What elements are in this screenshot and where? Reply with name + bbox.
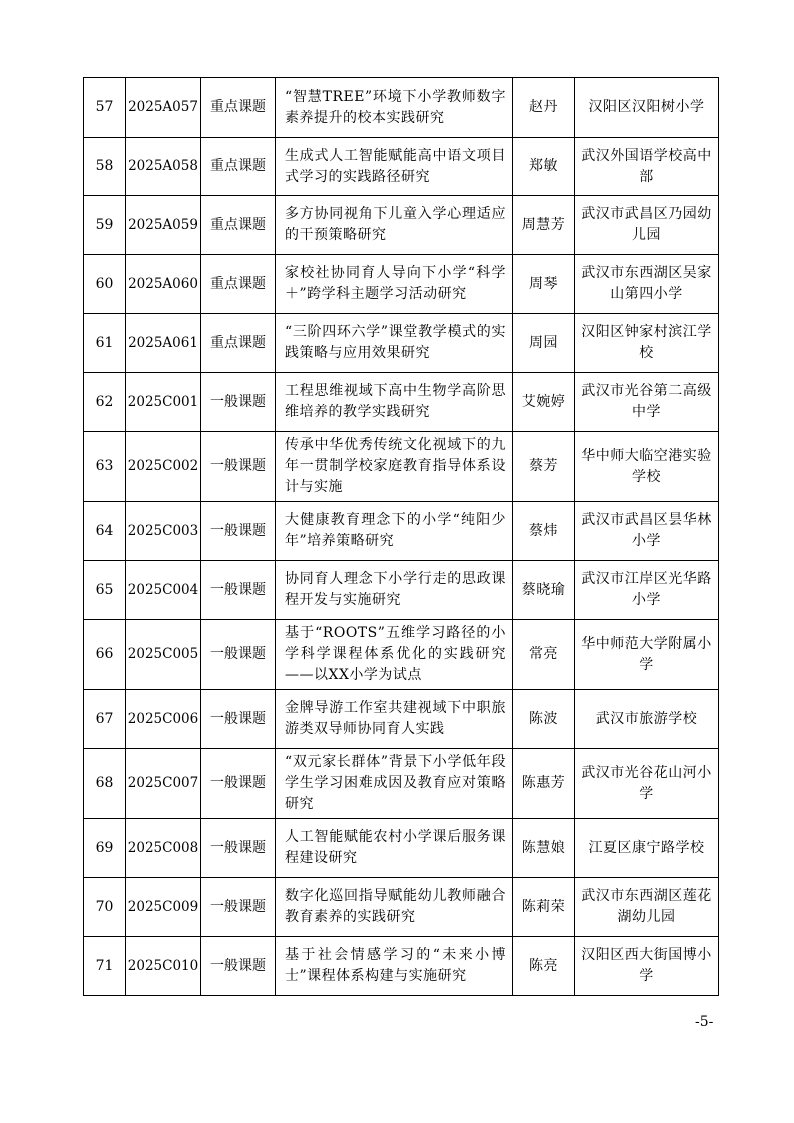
- table-row: [84, 620, 719, 690]
- project-title: 家校社协同育人导向下小学“科学＋”跨学科主题学习活动研究: [276, 255, 513, 314]
- project-title: “三阶四环六学”课堂教学模式的实践策略与应用效果研究: [276, 314, 513, 373]
- table-row: [84, 749, 719, 819]
- row-number: 65: [84, 561, 126, 620]
- project-title: “双元家长群体”背景下小学低年段学生学习困难成因及教育应对策略研究: [276, 749, 513, 819]
- project-code: 2025C003: [126, 502, 201, 561]
- project-type: 重点课题: [201, 314, 276, 373]
- project-leader: 蔡炜: [513, 502, 575, 561]
- row-number: 71: [84, 937, 126, 996]
- row-number: 61: [84, 314, 126, 373]
- table-row: [84, 937, 719, 996]
- table-row: [84, 314, 719, 373]
- project-type: 重点课题: [201, 196, 276, 255]
- project-unit: 华中师范大学附属小学: [575, 620, 719, 690]
- project-code: 2025C004: [126, 561, 201, 620]
- project-leader: 陈莉荣: [513, 878, 575, 937]
- project-type: 一般课题: [201, 819, 276, 878]
- project-code: 2025A058: [126, 138, 201, 196]
- row-number: 62: [84, 373, 126, 432]
- project-type: 重点课题: [201, 78, 276, 138]
- table-row: [84, 561, 719, 620]
- project-unit: 武汉市江岸区光华路小学: [575, 561, 719, 620]
- project-unit: 武汉市旅游学校: [575, 690, 719, 749]
- table-row: [84, 432, 719, 502]
- project-title: 基于社会情感学习的“未来小博士”课程体系构建与实施研究: [276, 937, 513, 996]
- row-number: 67: [84, 690, 126, 749]
- page-number: -5-: [695, 1014, 714, 1030]
- project-title: 数字化巡回指导赋能幼儿教师融合教育素养的实践研究: [276, 878, 513, 937]
- row-number: 68: [84, 749, 126, 819]
- project-code: 2025A057: [126, 78, 201, 138]
- project-leader: 陈亮: [513, 937, 575, 996]
- project-leader: 陈波: [513, 690, 575, 749]
- project-title: 协同育人理念下小学行走的思政课程开发与实施研究: [276, 561, 513, 620]
- project-title: “智慧TREE”环境下小学教师数字素养提升的校本实践研究: [276, 78, 513, 138]
- project-title: 传承中华优秀传统文化视域下的九年一贯制学校家庭教育指导体系设计与实施: [276, 432, 513, 502]
- project-leader: 郑敏: [513, 138, 575, 196]
- project-type: 重点课题: [201, 255, 276, 314]
- project-title: 工程思维视域下高中生物学高阶思维培养的教学实践研究: [276, 373, 513, 432]
- project-code: 2025C006: [126, 690, 201, 749]
- row-number: 64: [84, 502, 126, 561]
- project-code: 2025C005: [126, 620, 201, 690]
- project-unit: 武汉市武昌区乃园幼儿园: [575, 196, 719, 255]
- project-title: 基于“ROOTS”五维学习路径的小学科学课程体系优化的实践研究——以XX小学为试点: [276, 620, 513, 690]
- table-row: [84, 819, 719, 878]
- project-type: 一般课题: [201, 432, 276, 502]
- project-leader: 蔡晓瑜: [513, 561, 575, 620]
- project-code: 2025C002: [126, 432, 201, 502]
- row-number: 59: [84, 196, 126, 255]
- project-type: 一般课题: [201, 373, 276, 432]
- table-row: [84, 690, 719, 749]
- project-title: 人工智能赋能农村小学课后服务课程建设研究: [276, 819, 513, 878]
- project-table: [83, 77, 719, 996]
- row-number: 66: [84, 620, 126, 690]
- project-unit: 江夏区康宁路学校: [575, 819, 719, 878]
- project-unit: 汉阳区西大街国博小学: [575, 937, 719, 996]
- table-row: [84, 373, 719, 432]
- project-leader: 周慧芳: [513, 196, 575, 255]
- row-number: 63: [84, 432, 126, 502]
- table-row: [84, 878, 719, 937]
- project-type: 一般课题: [201, 749, 276, 819]
- project-type: 重点课题: [201, 138, 276, 196]
- project-type: 一般课题: [201, 878, 276, 937]
- project-type: 一般课题: [201, 620, 276, 690]
- project-type: 一般课题: [201, 502, 276, 561]
- table-row: [84, 138, 719, 196]
- project-leader: 周园: [513, 314, 575, 373]
- project-code: 2025C009: [126, 878, 201, 937]
- project-title: 大健康教育理念下的小学“纯阳少年”培养策略研究: [276, 502, 513, 561]
- row-number: 70: [84, 878, 126, 937]
- project-unit: 汉阳区钟家村滨江学校: [575, 314, 719, 373]
- table-row: [84, 502, 719, 561]
- project-code: 2025C007: [126, 749, 201, 819]
- row-number: 60: [84, 255, 126, 314]
- project-type: 一般课题: [201, 561, 276, 620]
- project-type: 一般课题: [201, 937, 276, 996]
- project-unit: 武汉市武昌区昙华林小学: [575, 502, 719, 561]
- project-unit: 汉阳区汉阳树小学: [575, 78, 719, 138]
- project-code: 2025A059: [126, 196, 201, 255]
- project-leader: 周琴: [513, 255, 575, 314]
- table-row: [84, 196, 719, 255]
- row-number: 57: [84, 78, 126, 138]
- project-leader: 蔡芳: [513, 432, 575, 502]
- project-unit: 武汉市东西湖区吴家山第四小学: [575, 255, 719, 314]
- project-title: 生成式人工智能赋能高中语文项目式学习的实践路径研究: [276, 138, 513, 196]
- project-table-body: [84, 78, 719, 996]
- project-unit: 武汉市光谷第二高级中学: [575, 373, 719, 432]
- project-unit: 武汉市东西湖区莲花湖幼儿园: [575, 878, 719, 937]
- table-row: [84, 255, 719, 314]
- project-title: 多方协同视角下儿童入学心理适应的干预策略研究: [276, 196, 513, 255]
- project-leader: 陈惠芳: [513, 749, 575, 819]
- project-code: 2025A060: [126, 255, 201, 314]
- project-leader: 陈慧娘: [513, 819, 575, 878]
- project-leader: 常亮: [513, 620, 575, 690]
- row-number: 58: [84, 138, 126, 196]
- project-code: 2025C001: [126, 373, 201, 432]
- project-type: 一般课题: [201, 690, 276, 749]
- project-code: 2025A061: [126, 314, 201, 373]
- project-unit: 武汉外国语学校高中部: [575, 138, 719, 196]
- project-code: 2025C008: [126, 819, 201, 878]
- project-code: 2025C010: [126, 937, 201, 996]
- project-unit: 华中师大临空港实验学校: [575, 432, 719, 502]
- project-title: 金牌导游工作室共建视域下中职旅游类双导师协同育人实践: [276, 690, 513, 749]
- row-number: 69: [84, 819, 126, 878]
- project-leader: 赵丹: [513, 78, 575, 138]
- table-row: [84, 78, 719, 138]
- project-unit: 武汉市光谷花山河小学: [575, 749, 719, 819]
- project-leader: 艾婉婷: [513, 373, 575, 432]
